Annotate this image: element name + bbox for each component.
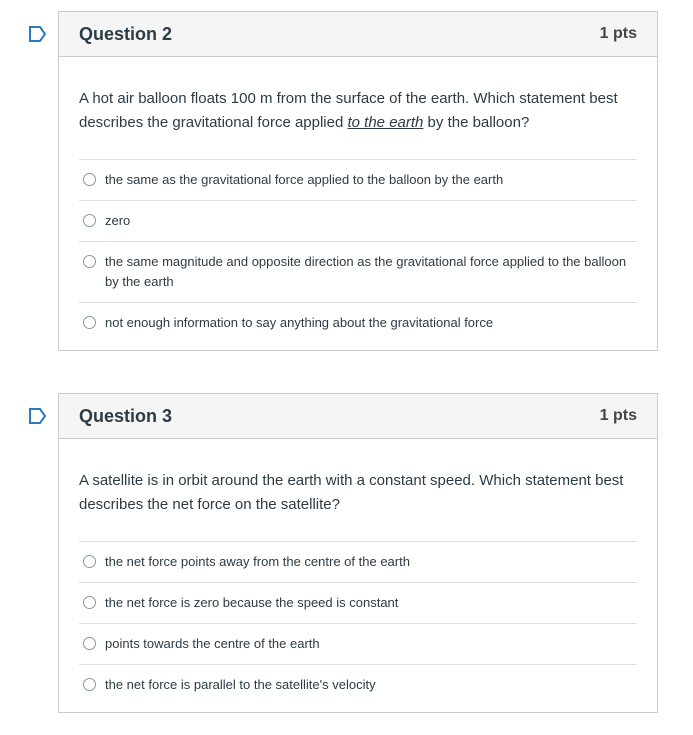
radio-button[interactable] [83, 637, 96, 650]
question-points: 1 pts [599, 407, 637, 424]
answer-option[interactable] [79, 303, 637, 343]
question-2 [58, 11, 658, 351]
answer-option[interactable] [79, 160, 637, 201]
answer-label: the net force is zero because the speed is constant [105, 595, 399, 610]
answer-option[interactable] [79, 201, 637, 242]
question-title: Question 2 [79, 23, 173, 44]
answer-label: points towards the centre of the earth [105, 636, 320, 651]
radio-button[interactable] [83, 214, 96, 227]
question-header [59, 394, 657, 439]
radio-button[interactable] [83, 255, 96, 268]
answer-label: the net force points away from the centre of the earth [105, 554, 410, 569]
question-text: A hot air balloon floats 100 m from the surface of the earth. Which statement best describes the gravitational force applied to the earth by the balloon? [79, 90, 618, 131]
question-text: A satellite is in orbit around the earth with a constant speed. Which statement best describes the net force on the satellite? [79, 472, 624, 513]
question-points: 1 pts [599, 25, 637, 42]
radio-button[interactable] [83, 173, 96, 186]
question-header [59, 12, 657, 57]
question-title: Question 3 [79, 405, 173, 426]
flag-question-icon[interactable] [28, 407, 48, 425]
answer-label: the net force is parallel to the satellite's velocity [105, 677, 376, 692]
answer-option[interactable] [79, 624, 637, 665]
answer-label: the same magnitude and opposite direction as the gravitational force applied to the balloon by the earth [105, 254, 627, 289]
radio-button[interactable] [83, 316, 96, 329]
answer-label: not enough information to say anything about the gravitational force [105, 315, 494, 330]
answer-option[interactable] [79, 542, 637, 583]
answer-label: zero [105, 213, 131, 228]
answer-label: the same as the gravitational force applied to the balloon by the earth [105, 172, 504, 187]
answer-option[interactable] [79, 665, 637, 705]
radio-button[interactable] [83, 678, 96, 691]
radio-button[interactable] [83, 555, 96, 568]
answer-list [79, 159, 637, 343]
question-3 [58, 393, 658, 713]
flag-question-icon[interactable] [28, 25, 48, 43]
answer-option[interactable] [79, 583, 637, 624]
answer-list [79, 541, 637, 705]
answer-option[interactable] [79, 242, 637, 303]
radio-button[interactable] [83, 596, 96, 609]
